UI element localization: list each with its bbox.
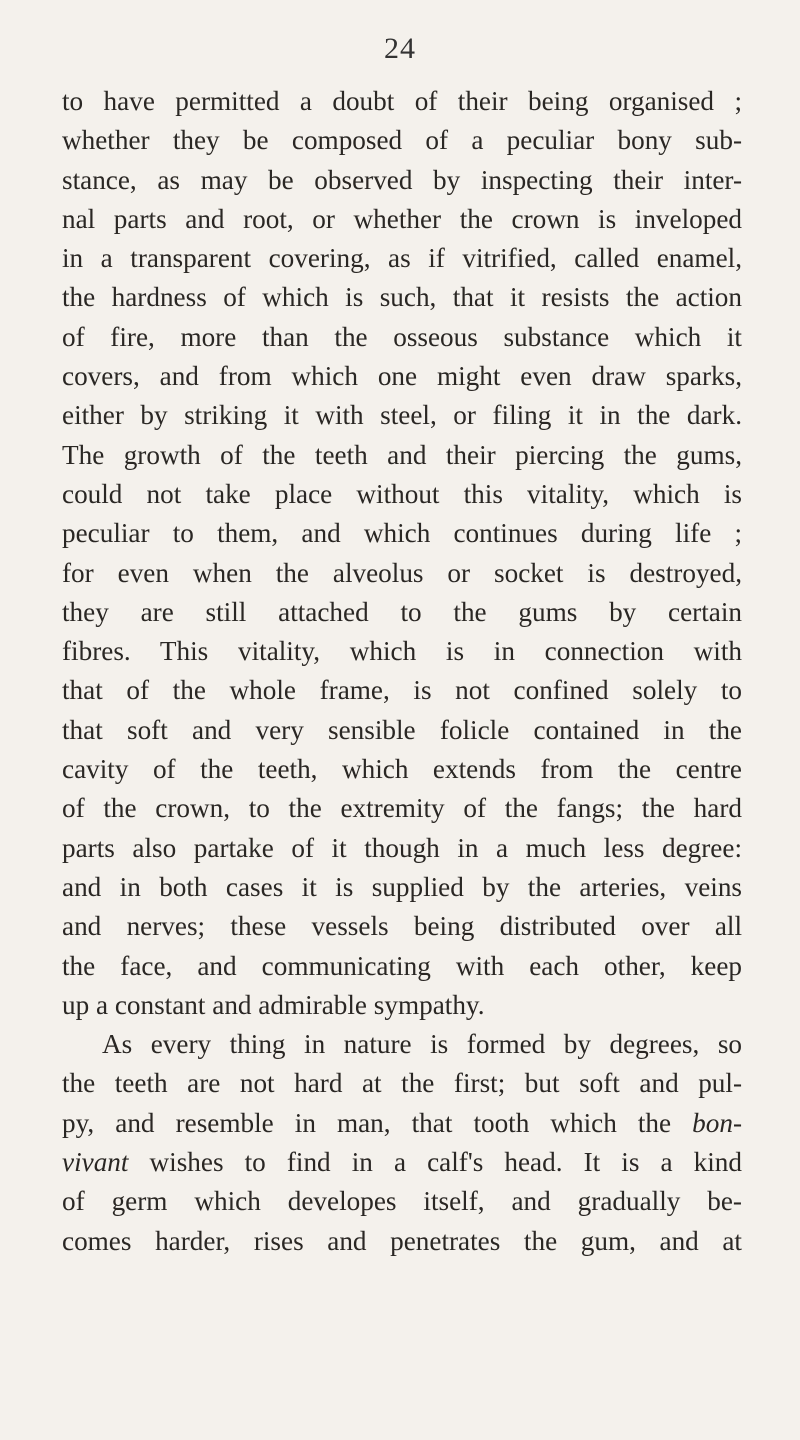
paragraph-1: [62, 82, 742, 1025]
paragraph-2: [62, 1025, 742, 1261]
text-line: and nerves; these vessels being distributed over all: [62, 911, 742, 942]
text-line: the teeth are not hard at the first; but soft and pul-: [62, 1068, 742, 1099]
text-line: fibres. This vitality, which is in connection with: [62, 636, 742, 667]
text-line: of germ which developes itself, and gradually be-: [62, 1186, 742, 1217]
text-line: the hardness of which is such, that it resists the action: [62, 282, 742, 313]
text-line: that of the whole frame, is not confined solely to: [62, 675, 742, 706]
text-line: the face, and communicating with each other, keep: [62, 950, 742, 981]
text-line: [62, 1104, 742, 1143]
text-line: peculiar to them, and which continues during life ;: [62, 518, 742, 549]
italic-text: bon-: [692, 1107, 742, 1138]
text-line: and in both cases it is supplied by the arteries, veins: [62, 871, 742, 902]
text-line: for even when the alveolus or socket is destroyed,: [62, 557, 742, 588]
text-line: up a constant and admirable sympathy.: [62, 989, 485, 1020]
text-line: The growth of the teeth and their piercing the gums,: [62, 439, 742, 470]
text-line: either by striking it with steel, or filing it in the dark.: [62, 400, 742, 431]
text-run: py, and resemble in man, that tooth which the: [62, 1107, 693, 1138]
text-line: whether they be composed of a peculiar bony sub-: [62, 125, 742, 156]
text-line: could not take place without this vitality, which is: [62, 478, 742, 509]
text-line: [62, 1143, 742, 1182]
text-line: stance, as may be observed by inspecting their inter-: [62, 164, 742, 195]
text-line: of the crown, to the extremity of the fangs; the hard: [62, 793, 742, 824]
text-line: of fire, more than the osseous substance which it: [62, 321, 742, 352]
text-line: that soft and very sensible folicle contained in the: [62, 714, 742, 745]
text-line: parts also partake of it though in a much less degree:: [62, 832, 742, 863]
text-line: they are still attached to the gums by certain: [62, 596, 742, 627]
body-text: [62, 82, 742, 1261]
text-line: nal parts and root, or whether the crown is inveloped: [62, 203, 742, 234]
italic-text: vivant: [62, 1147, 129, 1178]
text-line: covers, and from which one might even draw sparks,: [62, 361, 742, 392]
text-line: comes harder, rises and penetrates the gum, and at: [62, 1225, 742, 1256]
page-number: 24: [384, 32, 416, 65]
text-line: As every thing in nature is formed by degrees, so: [102, 1029, 742, 1060]
text-line: to have permitted a doubt of their being organised ;: [62, 86, 742, 116]
text-run: wishes to find in a calf's head. It is a kind: [128, 1147, 742, 1178]
text-line: cavity of the teeth, which extends from the centre: [62, 754, 742, 785]
text-line: in a transparent covering, as if vitrified, called enamel,: [62, 243, 742, 274]
